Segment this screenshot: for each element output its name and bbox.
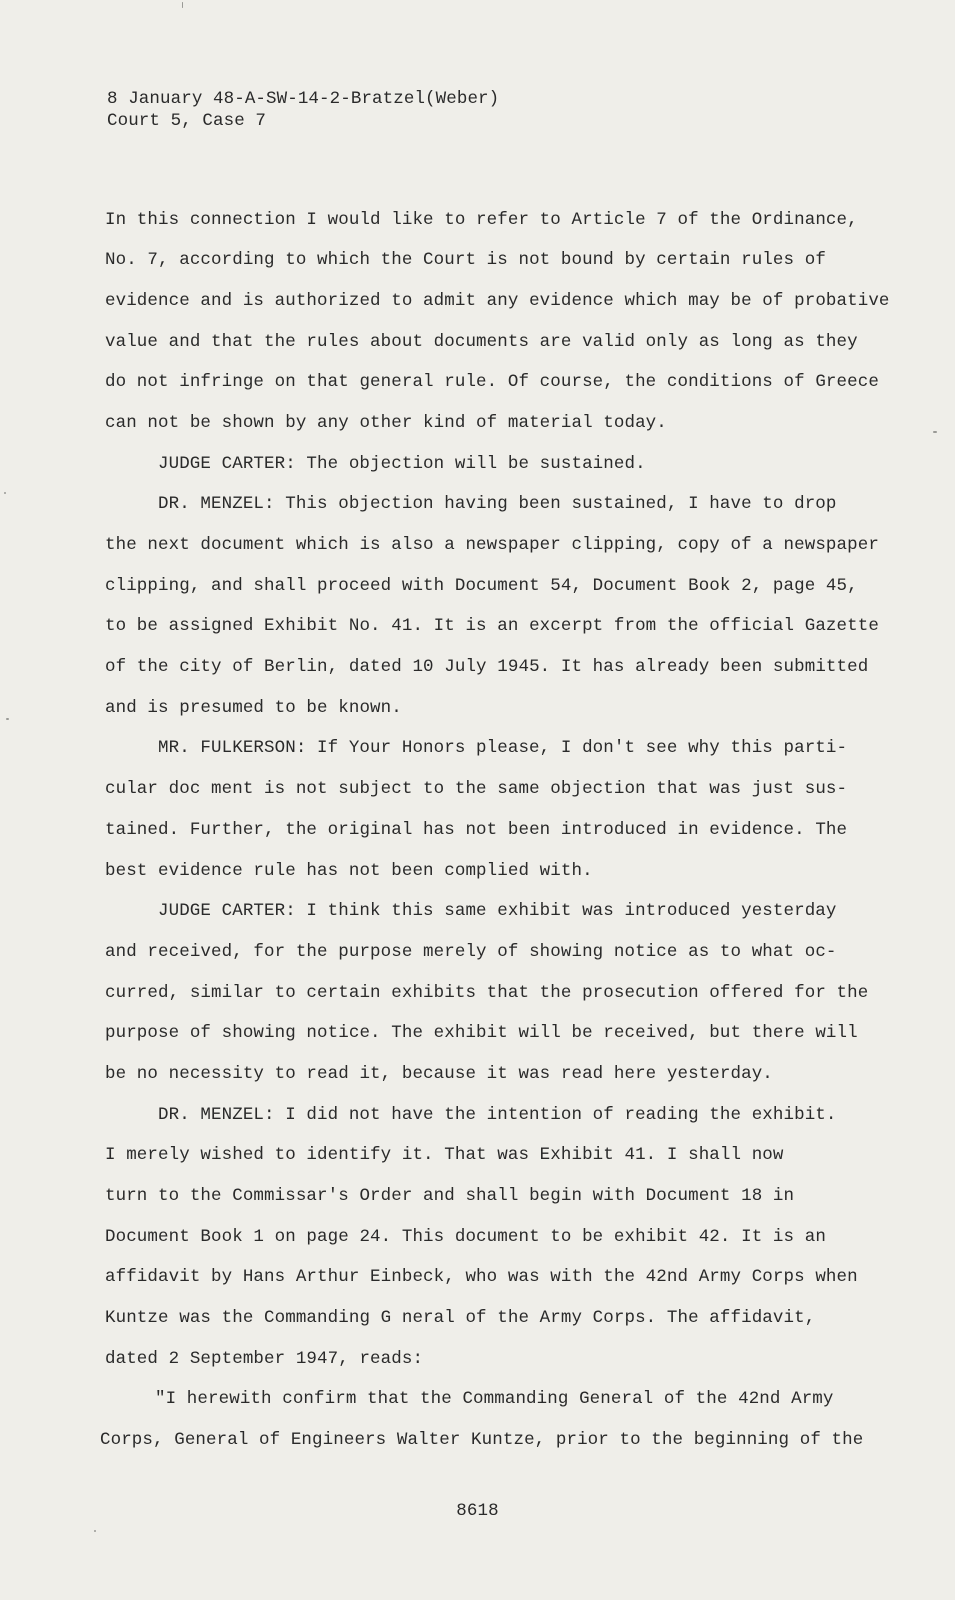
body-line: In this connection I would like to refer to Article 7 of the Ordinance, xyxy=(105,210,858,230)
body-line: do not infringe on that general rule. Of course, the conditions of Greece xyxy=(105,372,879,392)
body-line: clipping, and shall proceed with Document 54, Document Book 2, page 45, xyxy=(105,576,858,596)
body-line: DR. MENZEL: This objection having been sustained, I have to drop xyxy=(158,494,837,514)
body-line: tained. Further, the original has not been introduced in evidence. The xyxy=(105,820,848,840)
body-line: purpose of showing notice. The exhibit will be received, but there will xyxy=(105,1023,858,1043)
body-line: DR. MENZEL: I did not have the intention of reading the exhibit. xyxy=(158,1105,837,1125)
body-line: the next document which is also a newspaper clipping, copy of a newspaper xyxy=(105,535,879,555)
body-line: dated 2 September 1947, reads: xyxy=(105,1349,424,1369)
paper-speck xyxy=(94,1530,96,1532)
body-line: can not be shown by any other kind of material today. xyxy=(105,413,667,433)
body-line: to be assigned Exhibit No. 41. It is an excerpt from the official Gazette xyxy=(105,616,879,636)
body-line: affidavit by Hans Arthur Einbeck, who was with the 42nd Army Corps when xyxy=(105,1267,858,1287)
body-line: Kuntze was the Commanding G neral of the Army Corps. The affidavit, xyxy=(105,1308,816,1328)
body-line: value and that the rules about documents are valid only as long as they xyxy=(105,332,858,352)
body-line: of the city of Berlin, dated 10 July 1945. It has already been submitted xyxy=(105,657,869,677)
body-line: No. 7, according to which the Court is not bound by certain rules of xyxy=(105,250,826,270)
body-line: evidence and is authorized to admit any evidence which may be of probative xyxy=(105,291,890,311)
body-line: and is presumed to be known. xyxy=(105,698,402,718)
body-line: MR. FULKERSON: If Your Honors please, I don't see why this parti- xyxy=(158,738,848,758)
body-line: Corps, General of Engineers Walter Kuntze, prior to the beginning of the xyxy=(100,1430,864,1450)
header-line-2: Court 5, Case 7 xyxy=(107,111,267,131)
paper-speck xyxy=(6,718,9,720)
body-line: I merely wished to identify it. That was Exhibit 41. I shall now xyxy=(105,1145,784,1165)
body-line: "I herewith confirm that the Commanding General of the 42nd Army xyxy=(155,1389,834,1409)
body-line: and received, for the purpose merely of showing notice as to what oc- xyxy=(105,942,837,962)
body-line: Document Book 1 on page 24. This document to be exhibit 42. It is an xyxy=(105,1227,826,1247)
paper-speck xyxy=(4,492,6,494)
body-line: cular doc ment is not subject to the same objection that was just sus- xyxy=(105,779,848,799)
paper-speck xyxy=(933,431,937,433)
body-line: best evidence rule has not been complied with. xyxy=(105,861,593,881)
paper-speck xyxy=(182,2,183,8)
document-header xyxy=(107,88,499,132)
body-line: curred, similar to certain exhibits that the prosecution offered for the xyxy=(105,983,869,1003)
page-number: 8618 xyxy=(456,1501,499,1521)
body-line: be no necessity to read it, because it was read here yesterday. xyxy=(105,1064,773,1084)
header-line-1: 8 January 48-A-SW-14-2-Bratzel(Weber) xyxy=(107,89,500,109)
body-line: JUDGE CARTER: The objection will be sustained. xyxy=(158,454,646,474)
body-line: JUDGE CARTER: I think this same exhibit was introduced yesterday xyxy=(158,901,837,921)
body-line: turn to the Commissar's Order and shall begin with Document 18 in xyxy=(105,1186,795,1206)
